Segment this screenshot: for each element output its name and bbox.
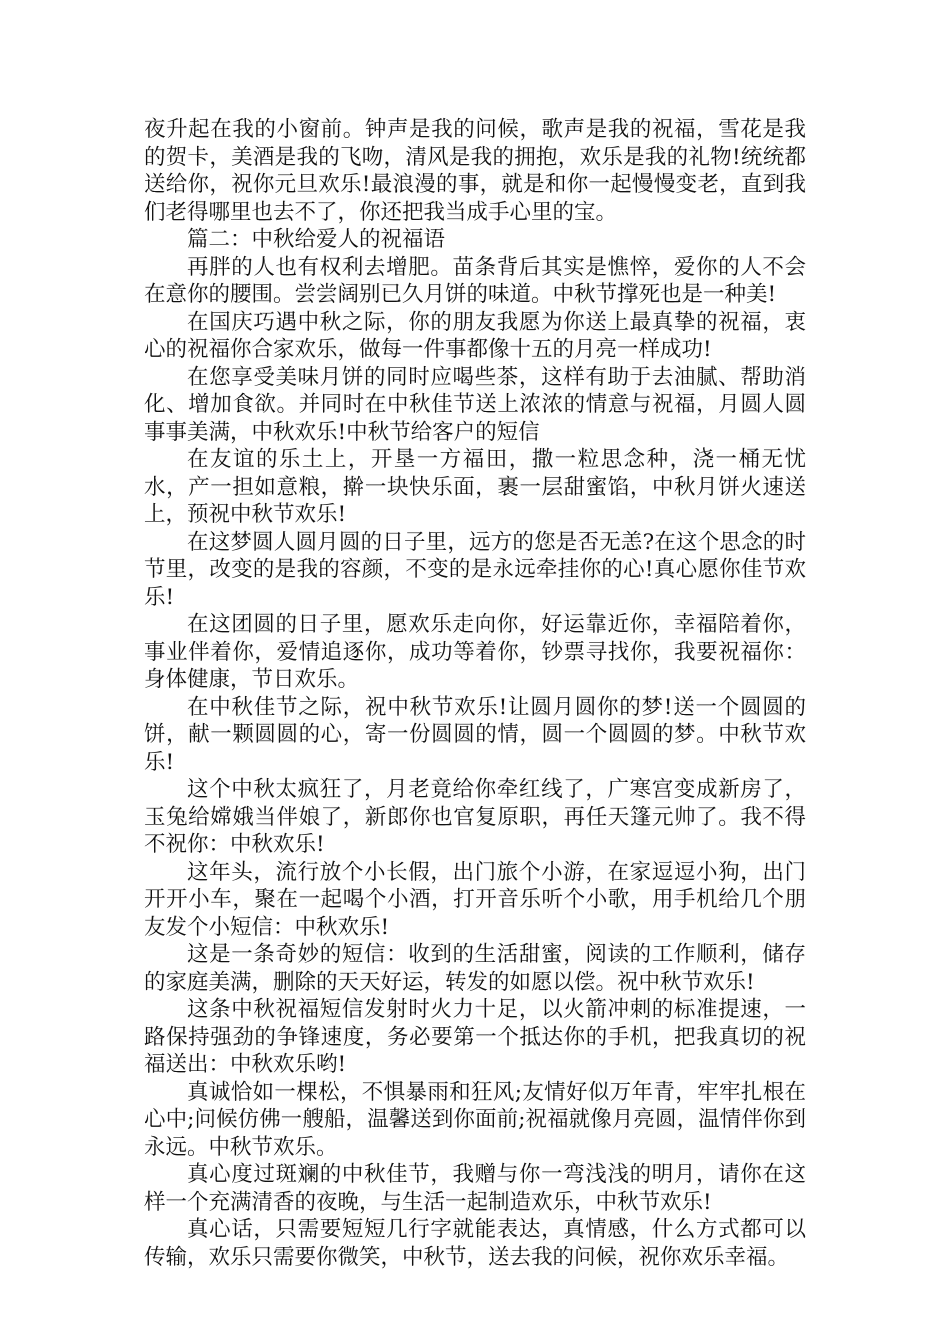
- paragraph: 在国庆巧遇中秋之际，你的朋友我愿为你送上最真挚的祝福，衷心的祝福你合家欢乐，做每一件事都像十五的月亮一样成功!: [144, 309, 806, 362]
- paragraph: 这年头，流行放个小长假，出门旅个小游，在家逗逗小狗，出门开开小车，聚在一起喝个小酒，打开音乐听个小歌，用手机给几个朋友发个小短信：中秋欢乐!: [144, 859, 806, 940]
- paragraph-continued: 夜升起在我的小窗前。钟声是我的问候，歌声是我的祝福，雪花是我的贺卡，美酒是我的飞吻，清风是我的拥抱，欢乐是我的礼物!统统都送给你，祝你元旦欢乐!最浪漫的事，就是和你一起慢慢变老，直到我们老得哪里也去不了，你还把我当成手心里的宝。: [144, 117, 806, 225]
- section-heading: 篇二：中秋给爱人的祝福语: [187, 227, 446, 252]
- paragraph: 在这梦圆人圆月圆的日子里，远方的您是否无恙?在这个思念的时节里，改变的是我的容颜，不变的是永远牵挂你的心!真心愿你佳节欢乐!: [144, 529, 806, 610]
- paragraph: 在中秋佳节之际，祝中秋节欢乐!让圆月圆你的梦!送一个圆圆的饼，献一颗圆圆的心，寄一份圆圆的情，圆一个圆圆的梦。中秋节欢乐!: [144, 694, 806, 775]
- paragraph: 真心度过斑斓的中秋佳节，我赠与你一弯浅浅的明月，请你在这样一个充满清香的夜晚，与生活一起制造欢乐，中秋节欢乐!: [144, 1162, 806, 1215]
- paragraph: 这条中秋祝福短信发射时火力十足，以火箭冲刺的标准提速，一路保持强劲的争锋速度，务必要第一个抵达你的手机，把我真切的祝福送出：中秋欢乐哟!: [144, 997, 806, 1077]
- document-body: [144, 116, 806, 1271]
- paragraph: 真诚恰如一棵松，不惧暴雨和狂风;友情好似万年青，牢牢扎根在心中;问候仿佛一艘船，温馨送到你面前;祝福就像月亮圆，温情伴你到永远。中秋节欢乐。: [144, 1079, 806, 1160]
- paragraph: 再胖的人也有权利去增肥。苗条背后其实是憔悴，爱你的人不会在意你的腰围。尝尝阔别已久月饼的味道。中秋节撑死也是一种美!: [144, 254, 806, 307]
- paragraph: 这是一条奇妙的短信：收到的生活甜蜜，阅读的工作顺利，储存的家庭美满，删除的天天好运，转发的如愿以偿。祝中秋节欢乐!: [144, 942, 806, 995]
- paragraph: 在友谊的乐土上，开垦一方福田，撒一粒思念种，浇一桶无忧水，产一担如意粮，擀一块快乐面，裹一层甜蜜馅，中秋月饼火速送上，预祝中秋节欢乐!: [144, 447, 806, 527]
- paragraph: 在您享受美味月饼的同时应喝些茶，这样有助于去油腻、帮助消化、增加食欲。并同时在中秋佳节送上浓浓的情意与祝福，月圆人圆事事美满，中秋欢乐!中秋节给客户的短信: [144, 364, 806, 445]
- paragraph: 在这团圆的日子里，愿欢乐走向你，好运靠近你，幸福陪着你，事业伴着你，爱情追逐你，成功等着你，钞票寻找你，我要祝福你：身体健康，节日欢乐。: [144, 612, 806, 692]
- paragraph: 真心话，只需要短短几行字就能表达，真情感，什么方式都可以传输，欢乐只需要你微笑，中秋节，送去我的问候，祝你欢乐幸福。: [144, 1217, 806, 1270]
- paragraph: 这个中秋太疯狂了，月老竟给你牵红线了，广寒宫变成新房了，玉兔给嫦娥当伴娘了，新郎你也官复原职，再任天篷元帅了。我不得不祝你：中秋欢乐!: [144, 777, 806, 857]
